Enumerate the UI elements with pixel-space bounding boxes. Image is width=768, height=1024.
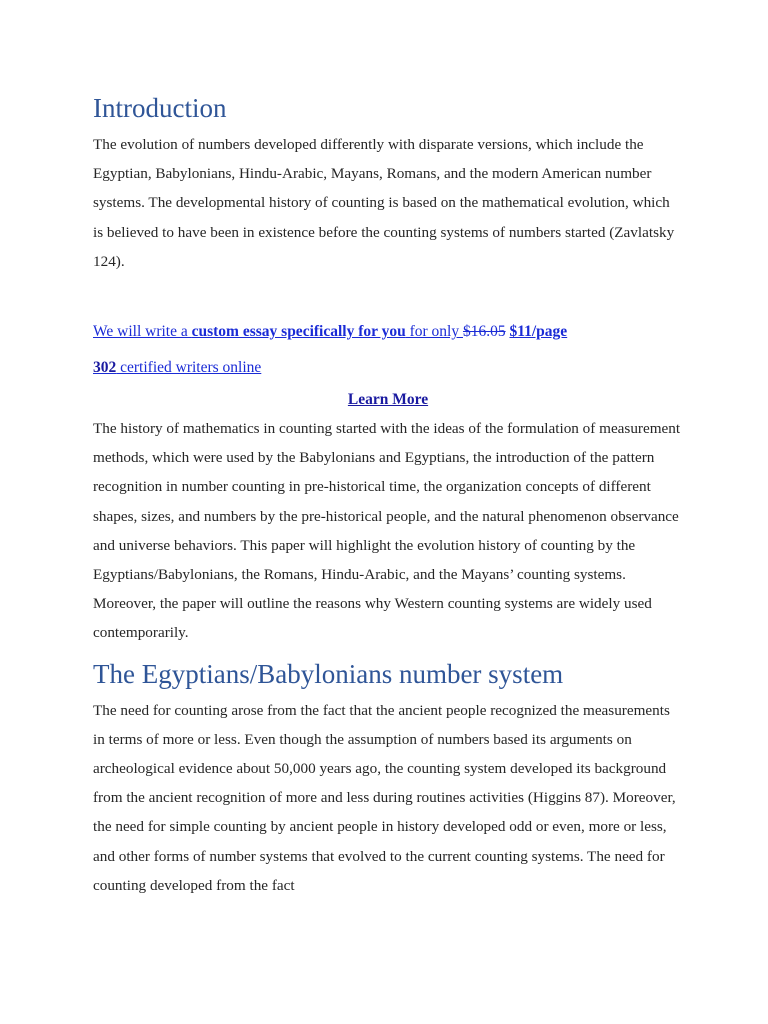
egyptians-paragraph: The need for counting arose from the fact that the ancient people recognized the measurements in terms of more or less. Even though the assumption of numbers based its arguments on archeological evidence about 50,000 years ago, the counting system developed its background from the ancient recognition of more and less during routines activities (Higgins 87). Moreover, the need for simple counting by ancient people in history developed odd or even, more or less, and other forms of number systems that evolved to the current counting systems. The need for counting developed from the fact — [93, 701, 676, 894]
writers-text[interactable]: certified writers online — [116, 359, 262, 377]
introduction-paragraph: The evolution of numbers developed differently with disparate versions, which include the Egyptian, Babylonians, Hindu-Arabic, Mayans, Romans, and the modern American number systems. The developmental history of counting is based on the mathematical evolution, which is believed to have been in existence before the counting systems of numbers started (Zavlatsky 124). — [93, 136, 675, 270]
document-page — [93, 88, 683, 900]
learn-more-link[interactable]: Learn More — [347, 391, 429, 409]
essay-promo — [93, 318, 683, 414]
introduction-heading: Introduction — [93, 93, 227, 123]
history-paragraph: The history of mathematics in counting started with the ideas of the formulation of measurement methods, which were used by the Babylonians and Egyptians, the introduction of the pattern recognition in number counting in pre-historical time, the organization concepts of different shapes, sizes, and numbers by the pre-historical people, and the natural phenomenon observance and universe behaviors. This paper will highlight the evolution history of counting by the Egyptians/Babylonians, the Romans, Hindu-Arabic, and the Mayans’ counting systems. Moreover, the paper will outline the reasons why Western counting systems are widely used contemporarily. — [93, 420, 681, 642]
promo-prefix[interactable]: We will write a — [93, 323, 192, 341]
promo-middle[interactable]: for only — [405, 323, 463, 341]
new-price[interactable]: $11/page — [509, 323, 568, 341]
learn-more-container — [93, 386, 683, 414]
writers-count[interactable]: 302 — [93, 359, 117, 377]
old-price[interactable]: $16.05 — [462, 323, 506, 341]
writers-online-link[interactable] — [93, 354, 683, 382]
promo-highlight[interactable]: custom essay specifically for you — [191, 323, 406, 341]
promo-offer-line[interactable] — [93, 318, 683, 346]
egyptians-heading: The Egyptians/Babylonians number system — [93, 658, 564, 689]
